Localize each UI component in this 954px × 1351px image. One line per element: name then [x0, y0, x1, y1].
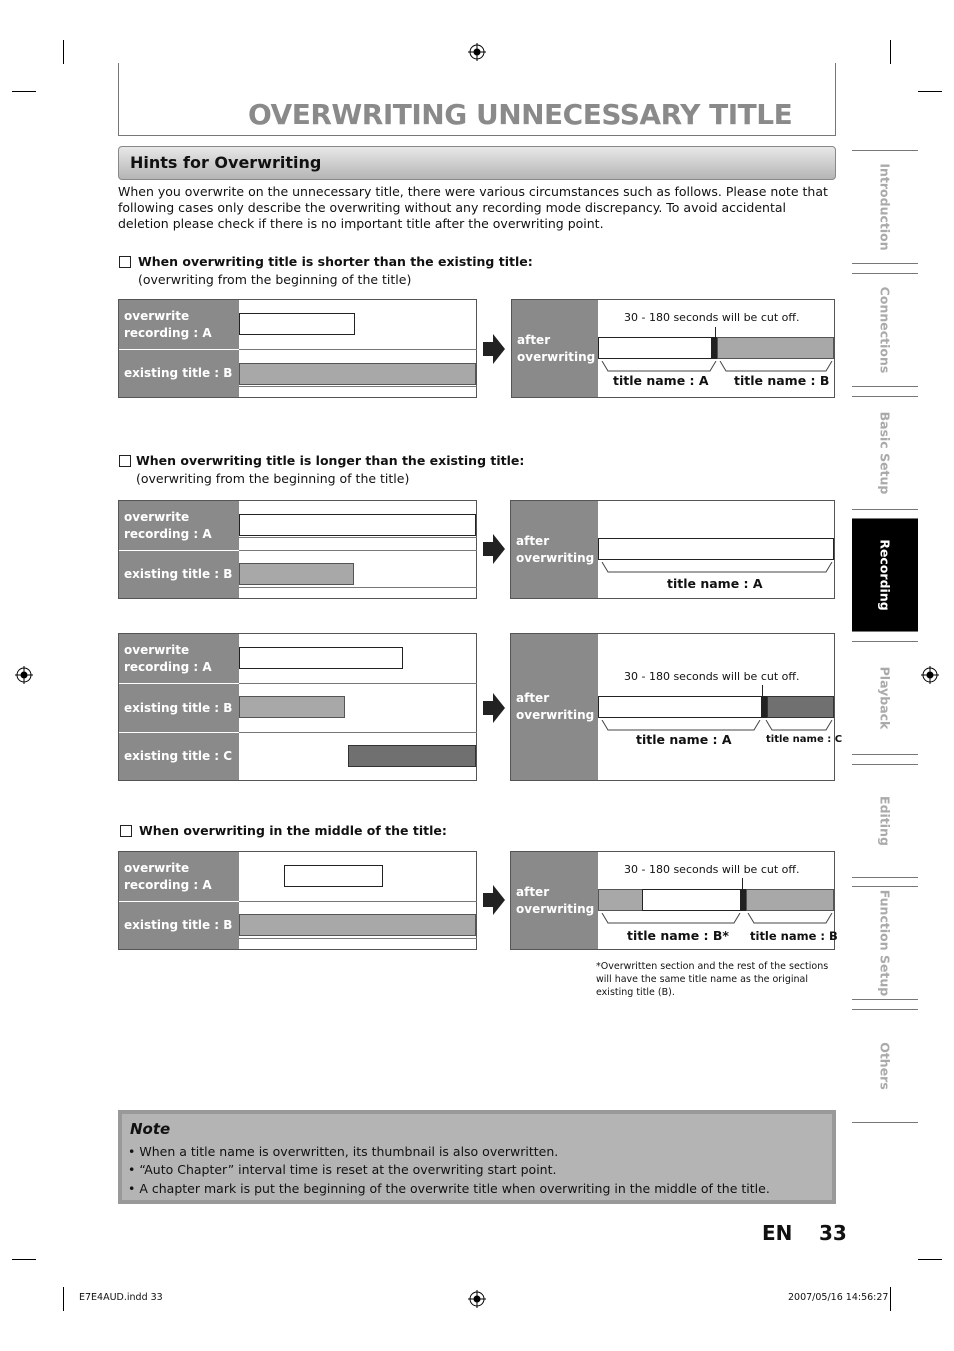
- footnote: *Overwritten section and the rest of the sections will have the same title name as the original existing title (B).: [596, 961, 829, 998]
- title-name-b-star: title name : B*: [627, 928, 729, 943]
- title-name-a: title name : A: [613, 373, 709, 388]
- arrow-right-icon: [483, 885, 505, 915]
- existing-c-bar: [348, 745, 476, 767]
- arrow-right-icon: [483, 693, 505, 723]
- after-diagram: [510, 851, 838, 950]
- overwrite-label: overwrite recording : A: [119, 634, 239, 683]
- before-diagram: [118, 299, 477, 398]
- existing-b-bar: [239, 914, 476, 936]
- case-subheading: (overwriting from the beginning of the title): [138, 272, 412, 287]
- before-diagram: [118, 500, 477, 599]
- section-header: [118, 146, 836, 180]
- existing-b-bar: [239, 563, 354, 585]
- overwrite-label: overwrite recording : A: [119, 501, 239, 550]
- tab-basic-setup[interactable]: Basic Setup: [852, 396, 918, 510]
- tab-editing[interactable]: Editing: [852, 764, 918, 878]
- after-label: after overwriting: [511, 852, 598, 949]
- checkbox-icon: [119, 256, 131, 268]
- footer-file: E7E4AUD.indd 33: [79, 1292, 163, 1303]
- case-heading: When overwriting title is shorter than the existing title:: [138, 254, 533, 269]
- after-diagram: [510, 500, 835, 599]
- note-box: Note • When a title name is overwritten, its thumbnail is also overwritten. • “Auto Chapter” interval time is reset at the overwriting start point. • A chapter mark is put the beginning of the overwrite title when overwriting in the middle of the title.: [118, 1110, 836, 1204]
- tab-introduction[interactable]: Introduction: [852, 150, 918, 264]
- after-label: after overwriting: [511, 634, 598, 780]
- overwrite-bar: [239, 647, 403, 669]
- title-a-bar: [642, 889, 741, 911]
- page-number: 33: [819, 1221, 847, 1245]
- page-title: OVERWRITING UNNECESSARY TITLE: [248, 98, 793, 131]
- registration-mark-icon: [921, 666, 939, 684]
- note-item: “Auto Chapter” interval time is reset at the overwriting start point.: [139, 1162, 557, 1177]
- registration-mark-icon: [468, 43, 486, 61]
- title-name-a: title name : A: [636, 732, 732, 747]
- overwrite-bar: [239, 313, 355, 335]
- page-lang: EN: [762, 1221, 793, 1245]
- registration-mark-icon: [15, 666, 33, 684]
- note-title: Note: [130, 1120, 171, 1138]
- tab-function-setup[interactable]: Function Setup: [852, 886, 918, 1000]
- existing-b-label: existing title : B: [119, 349, 239, 397]
- registration-mark-icon: [468, 1290, 486, 1308]
- footer-date: 2007/05/16 14:56:27: [788, 1292, 889, 1303]
- case-subheading: (overwriting from the beginning of the title): [136, 471, 410, 486]
- title-name-a: title name : A: [667, 576, 763, 591]
- after-label: after overwriting: [511, 501, 598, 598]
- overwrite-label: overwrite recording : A: [119, 300, 239, 349]
- title-name-b: title name : B: [734, 373, 830, 388]
- overwrite-bar: [239, 514, 476, 536]
- tab-playback[interactable]: Playback: [852, 641, 918, 755]
- after-diagram: [510, 633, 843, 781]
- checkbox-icon: [119, 455, 131, 467]
- title-name-b: title name : B: [750, 929, 838, 943]
- overwrite-label: overwrite recording : A: [119, 852, 239, 901]
- title-a-bar: [598, 696, 764, 718]
- note-item: A chapter mark is put the beginning of the overwrite title when overwriting in the middle of the title.: [139, 1181, 770, 1196]
- existing-b-bar: [239, 696, 345, 718]
- title-name-c: title name : C: [766, 734, 843, 745]
- existing-b-label: existing title : B: [119, 683, 239, 732]
- title-b-bar: [717, 337, 834, 359]
- title-c-bar: [767, 696, 834, 718]
- after-diagram: [511, 299, 835, 398]
- before-diagram: [118, 633, 477, 781]
- title-b-bar: [746, 889, 834, 911]
- note-item: When a title name is overwritten, its thumbnail is also overwritten.: [139, 1144, 559, 1159]
- after-label: after overwriting: [512, 300, 598, 397]
- title-a-bar: [598, 538, 834, 560]
- overwrite-bar: [284, 865, 383, 887]
- title-a-bar: [598, 337, 716, 359]
- tab-recording[interactable]: Recording: [852, 518, 918, 632]
- cut-note: 30 - 180 seconds will be cut off.: [624, 863, 800, 876]
- existing-c-label: existing title : C: [119, 732, 239, 780]
- case-heading: When overwriting in the middle of the title:: [139, 823, 447, 838]
- cut-note: 30 - 180 seconds will be cut off.: [624, 311, 800, 324]
- tab-others[interactable]: Others: [852, 1009, 918, 1123]
- existing-b-bar: [239, 363, 476, 385]
- section-title: Hints for Overwriting: [130, 153, 322, 172]
- case-heading: When overwriting title is longer than the existing title:: [136, 453, 525, 468]
- cut-note: 30 - 180 seconds will be cut off.: [624, 670, 800, 683]
- existing-b-label: existing title : B: [119, 901, 239, 949]
- tab-connections[interactable]: Connections: [852, 273, 918, 387]
- arrow-right-icon: [483, 534, 505, 564]
- checkbox-icon: [120, 825, 132, 837]
- intro-text: When you overwrite on the unnecessary title, there were various circumstances such as follows. Please note that following cases only describe the overwriting without any recording mode discrepancy. To avoid accidental deletion please check if there is no important title after the overwriting point.: [118, 184, 828, 231]
- existing-b-label: existing title : B: [119, 550, 239, 598]
- before-diagram: [118, 851, 477, 950]
- title-b-bar: [598, 889, 643, 911]
- arrow-right-icon: [483, 334, 505, 364]
